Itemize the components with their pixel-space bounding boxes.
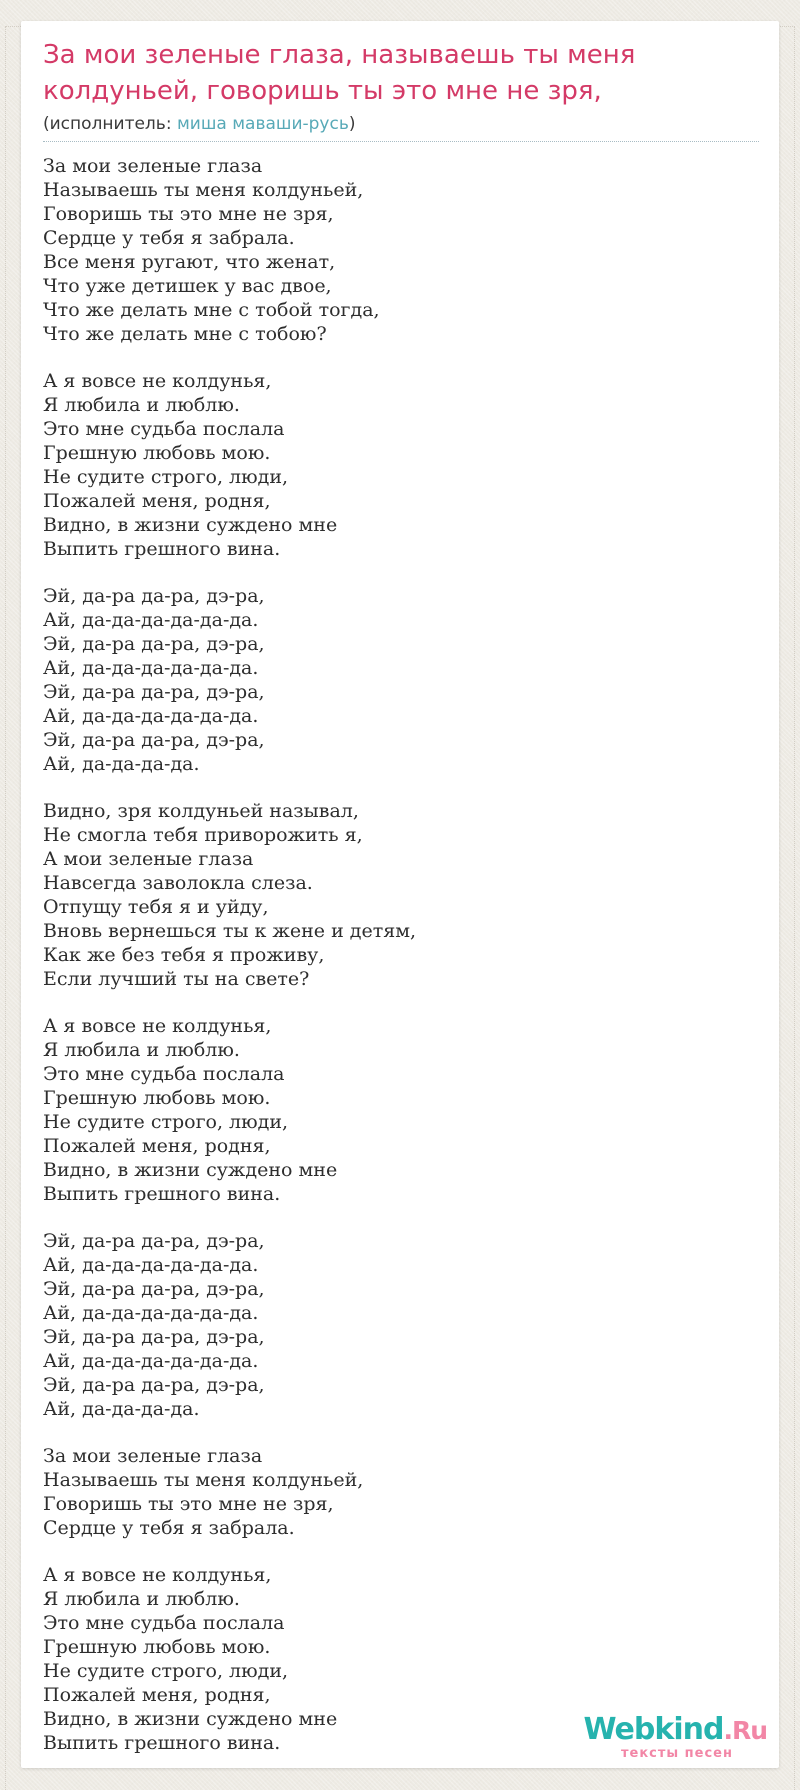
lyrics-line: Ай, да-да-да-да-да-да. [43,609,259,631]
lyrics-line: Эй, да-ра да-ра, дэ-ра, [43,681,265,703]
lyrics-line: За мои зеленые глаза [43,155,263,177]
logo-tagline: тексты песен [620,1746,733,1761]
lyrics [43,154,759,1755]
lyrics-line: Ай, да-да-да-да-да-да. [43,1254,259,1276]
lyrics-line: Это мне судьба послала [43,1612,285,1634]
lyrics-line: Видно, зря колдуньей называл, [43,800,359,822]
lyrics-line: Ай, да-да-да-да. [43,1398,200,1420]
lyrics-line: Пожалей меня, родня, [43,1684,271,1706]
stanza [43,584,759,776]
stanza [43,1444,759,1540]
lyrics-line: Я любила и люблю. [43,1039,240,1061]
lyrics-line: Что уже детишек у вас двое, [43,275,332,297]
lyrics-line: Говоришь ты это мне не зря, [43,1493,334,1515]
lyrics-line: Выпить грешного вина. [43,1732,281,1754]
stanza [43,799,759,991]
lyrics-line: Как же без тебя я проживу, [43,944,325,966]
stanza [43,1014,759,1206]
lyrics-line: Все меня ругают, что женат, [43,251,336,273]
lyrics-line: Грешную любовь мою. [43,1636,271,1658]
lyrics-line: Называешь ты меня колдуньей, [43,179,364,201]
lyrics-line: Эй, да-ра да-ра, дэ-ра, [43,1230,265,1252]
lyrics-line: Ай, да-да-да-да-да-да. [43,657,259,679]
lyrics-line: Пожалей меня, родня, [43,1135,271,1157]
lyrics-line: Пожалей меня, родня, [43,490,271,512]
lyrics-line: Не смогла тебя приворожить я, [43,824,363,846]
lyrics-line: Называешь ты меня колдуньей, [43,1469,364,1491]
lyrics-line: Вновь вернешься ты к жене и детям, [43,920,417,942]
lyrics-line: А я вовсе не колдунья, [43,1015,272,1037]
lyrics-line: Я любила и люблю. [43,394,240,416]
lyrics-line: Я любила и люблю. [43,1588,240,1610]
artist-prefix: (исполнитель: [43,114,177,134]
lyrics-line: Это мне судьба послала [43,1063,285,1085]
lyrics-line: Выпить грешного вина. [43,538,281,560]
lyrics-line: Эй, да-ра да-ра, дэ-ра, [43,729,265,751]
lyrics-line: А мои зеленые глаза [43,848,254,870]
lyrics-line: А я вовсе не колдунья, [43,370,272,392]
lyrics-line: А я вовсе не колдунья, [43,1564,272,1586]
page-title: За мои зеленые глаза, называешь ты меня колдуньей, говоришь ты это мне не зря, [43,40,636,106]
artist-link[interactable]: миша маваши-русь [176,114,349,134]
lyrics-line: Не судите строго, люди, [43,1111,289,1133]
stanza [43,1229,759,1421]
lyrics-line: Видно, в жизни суждено мне [43,514,338,536]
lyrics-line: Грешную любовь мою. [43,1087,271,1109]
lyrics-line: Видно, в жизни суждено мне [43,1708,338,1730]
logo-ru-label: .Ru [723,1716,767,1745]
lyrics-line: Навсегда заволокла слеза. [43,872,313,894]
lyrics-line: Видно, в жизни суждено мне [43,1159,338,1181]
lyrics-line: Ай, да-да-да-да-да-да. [43,1350,259,1372]
lyrics-line: Грешную любовь мою. [43,442,271,464]
lyrics-line: Отпущу тебя я и уйду, [43,896,269,918]
lyrics-line: Эй, да-ра да-ра, дэ-ра, [43,1278,265,1300]
lyrics-line: Эй, да-ра да-ра, дэ-ра, [43,633,265,655]
lyrics-line: Это мне судьба послала [43,418,285,440]
lyrics-card [21,21,779,1768]
lyrics-line: Сердце у тебя я забрала. [43,1517,295,1539]
lyrics-line: Что же делать мне с тобою? [43,323,327,345]
lyrics-line: Не судите строго, люди, [43,1660,289,1682]
lyrics-line: Выпить грешного вина. [43,1183,281,1205]
lyrics-line: Эй, да-ра да-ра, дэ-ра, [43,1374,265,1396]
lyrics-line: Не судите строго, люди, [43,466,289,488]
lyrics-line: За мои зеленые глаза [43,1445,263,1467]
lyrics-line: Если лучший ты на свете? [43,968,310,990]
stanza [43,154,759,346]
logo-text [583,1712,767,1747]
lyrics-line: Что же делать мне с тобой тогда, [43,299,380,321]
artist-suffix: ) [348,114,356,134]
logo-webkind-label: Webkind [583,1712,724,1747]
lyrics-line: Говоришь ты это мне не зря, [43,203,334,225]
lyrics-line: Ай, да-да-да-да-да-да. [43,1302,259,1324]
lyrics-line: Эй, да-ра да-ра, дэ-ра, [43,585,265,607]
lyrics-line: Ай, да-да-да-да-да-да. [43,705,259,727]
lyrics-line: Эй, да-ра да-ра, дэ-ра, [43,1326,265,1348]
webkind-logo[interactable] [583,1712,767,1761]
lyrics-line: Ай, да-да-да-да. [43,753,200,775]
lyrics-line: Сердце у тебя я забрала. [43,227,295,249]
stanza [43,369,759,561]
artist-line [43,114,759,142]
